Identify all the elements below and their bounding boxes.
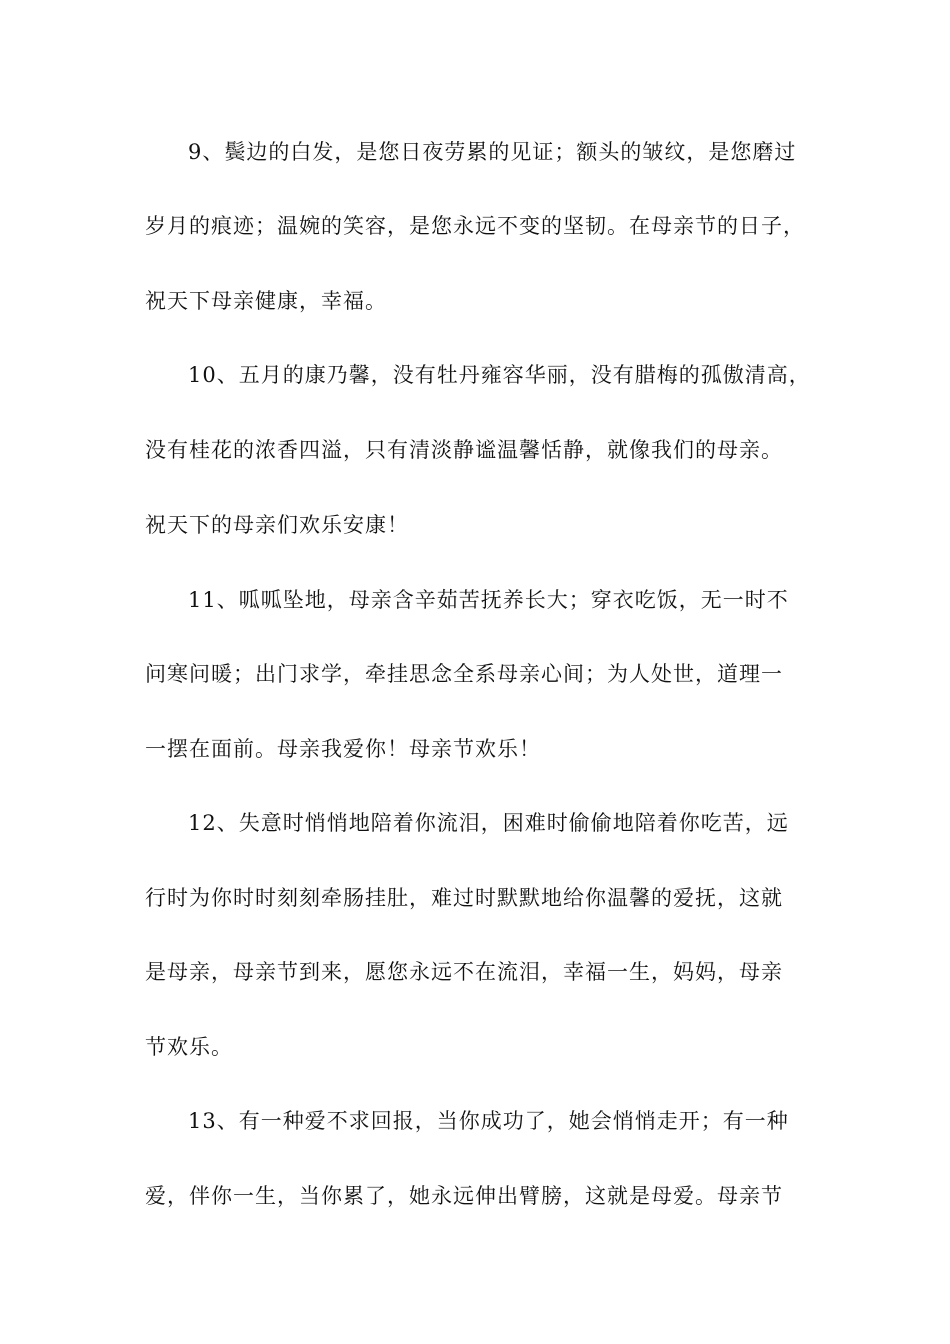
paragraph-12-line-1: 12、失意时悄悄地陪着你流泪，困难时偷偷地陪着你吃苦，远 xyxy=(188,811,789,835)
paragraph-9-line-2: 岁月的痕迹；温婉的笑容，是您永远不变的坚韧。在母亲节的日子， xyxy=(145,214,805,238)
paragraph-12-line-3: 是母亲，母亲节到来，愿您永远不在流泪，幸福一生，妈妈，母亲 xyxy=(145,960,783,984)
paragraph-11-line-3: 一摆在面前。母亲我爱你！母亲节欢乐！ xyxy=(145,737,541,761)
paragraph-13-line-2: 爱，伴你一生，当你累了，她永远伸出臂膀，这就是母爱。母亲节 xyxy=(145,1184,783,1208)
paragraph-11-line-1: 11、呱呱坠地，母亲含辛茹苦抚养长大；穿衣吃饭，无一时不 xyxy=(188,588,789,612)
paragraph-10-line-2: 没有桂花的浓香四溢，只有清淡静谧温馨恬静，就像我们的母亲。 xyxy=(145,438,783,462)
paragraph-10-line-1: 10、五月的康乃馨，没有牡丹雍容华丽，没有腊梅的孤傲清高， xyxy=(188,363,811,387)
paragraph-11-line-2: 问寒问暖；出门求学，牵挂思念全系母亲心间；为人处世，道理一 xyxy=(145,662,783,686)
paragraph-13-line-1: 13、有一种爱不求回报，当你成功了，她会悄悄走开；有一种 xyxy=(188,1109,789,1133)
paragraph-12-line-4: 节欢乐。 xyxy=(145,1035,233,1059)
paragraph-9-line-1: 9、鬓边的白发，是您日夜劳累的见证；额头的皱纹，是您磨过 xyxy=(188,140,797,164)
paragraph-9-line-3: 祝天下母亲健康，幸福。 xyxy=(145,289,387,313)
paragraph-10-line-3: 祝天下的母亲们欢乐安康！ xyxy=(145,513,409,537)
paragraph-12-line-2: 行时为你时时刻刻牵肠挂肚，难过时默默地给你温馨的爱抚，这就 xyxy=(145,886,783,910)
